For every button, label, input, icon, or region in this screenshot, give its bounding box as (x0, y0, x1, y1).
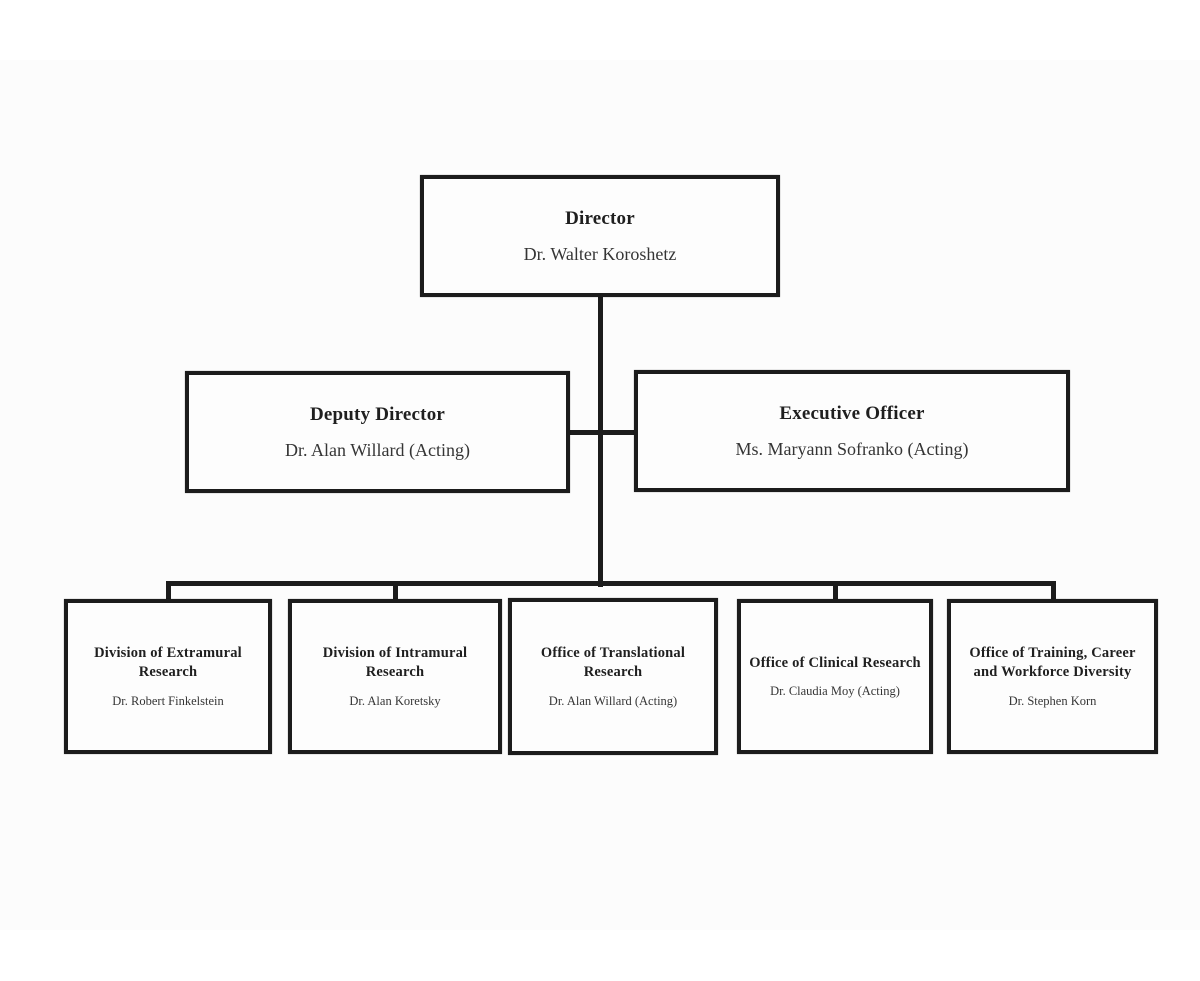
org-node-training-diversity (947, 599, 1158, 754)
node-title: Division of Intramural Research (322, 645, 468, 680)
node-person: Dr. Alan Koretsky (349, 693, 441, 708)
node-title: Office of Clinical Research (749, 654, 921, 671)
org-node-executive-officer (634, 370, 1070, 492)
org-node-deputy-director (185, 371, 570, 493)
node-person: Dr. Walter Koroshetz (523, 243, 677, 264)
connector-deputy-stub (570, 430, 600, 435)
org-node-translational-research (508, 598, 718, 755)
node-person: Ms. Maryann Sofranko (Acting) (735, 438, 969, 459)
node-title: Deputy Director (309, 404, 446, 426)
connector-bottom-rail (166, 581, 1056, 586)
org-node-extramural-research (64, 599, 272, 754)
node-title: Office of Training, Career and Workforce Diversity (969, 645, 1136, 680)
node-person: Dr. Robert Finkelstein (112, 693, 224, 708)
node-title: Executive Officer (779, 403, 925, 425)
org-node-director (420, 175, 780, 297)
node-person: Dr. Alan Willard (Acting) (285, 439, 470, 460)
node-title: Division of Extramural Research (94, 645, 242, 680)
org-node-intramural-research (288, 599, 502, 754)
connector-executive-stub (601, 430, 634, 435)
connector-trunk (598, 297, 603, 587)
node-person: Dr. Stephen Korn (1008, 693, 1097, 708)
node-title: Office of Translational Research (540, 645, 686, 680)
node-person: Dr. Alan Willard (Acting) (548, 693, 678, 708)
node-person: Dr. Claudia Moy (Acting) (770, 684, 900, 699)
org-node-clinical-research (737, 599, 933, 754)
node-title: Director (565, 208, 635, 230)
